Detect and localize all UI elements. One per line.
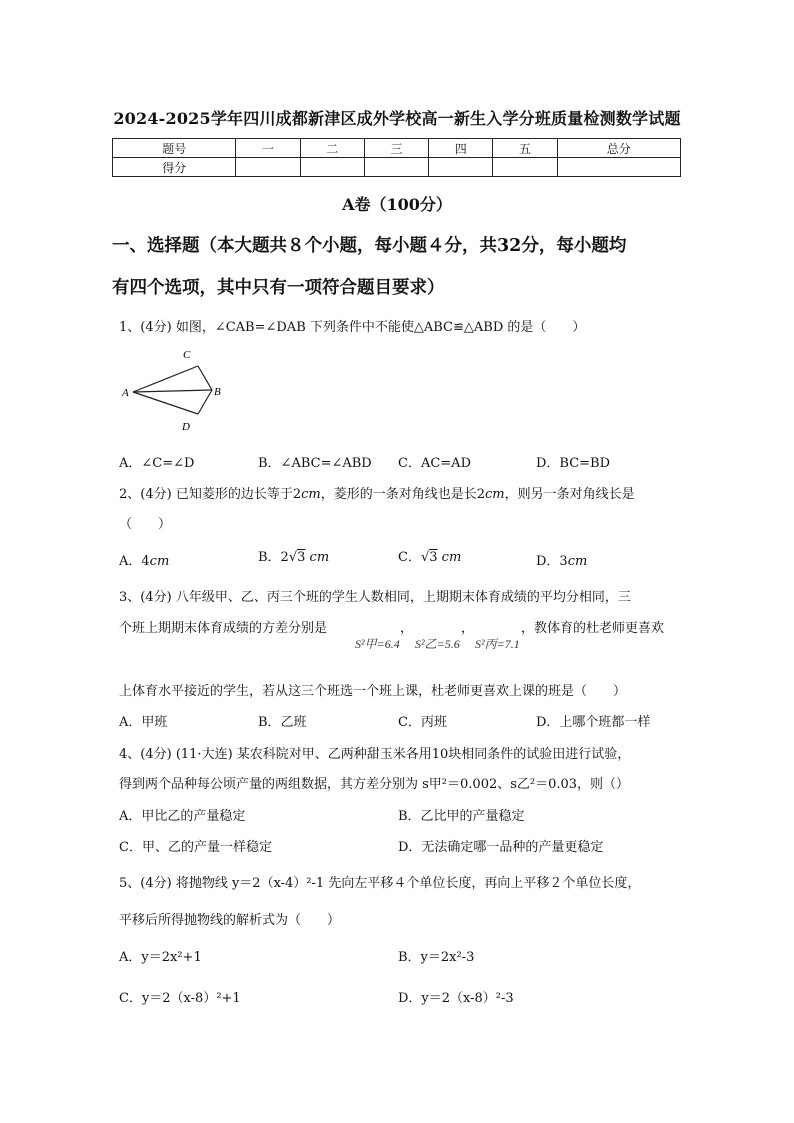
q4-option-d: D．无法确定哪一品种的产量更稳定 (398, 840, 604, 855)
q2-option-b-text: B．2 (258, 550, 289, 565)
q2-line1-c: ，则另一条对角线长是 (504, 487, 635, 502)
section1-heading-line2: 有四个选项，其中只有一项符合题目要求） (112, 278, 445, 298)
q2-option-b-radicand: 3 (297, 550, 306, 565)
sqrt-icon: √ (288, 550, 298, 565)
q2-option-b-unit: cm (309, 550, 330, 565)
point-b-label: B (214, 386, 221, 398)
q3-line2-b: ，教体育的杜老师更喜欢 (521, 621, 665, 636)
score-table (112, 138, 681, 177)
score-cell (493, 158, 557, 177)
score-cell (557, 158, 680, 177)
score-header-cell: 二 (300, 139, 364, 158)
q3-option-d: D．上哪个班都一样 (536, 715, 651, 730)
q5-option-a: A．y＝2x²+1 (119, 950, 202, 965)
q3-option-b: B．乙班 (258, 715, 307, 730)
q2-line1-b: ，菱形的一条对角线也是长2 (320, 487, 485, 502)
q2-option-c-unit: cm (441, 550, 462, 565)
q3-formula-jia: S²甲=6.4 (355, 637, 400, 651)
score-cell (429, 158, 493, 177)
q1-option-b: B．∠ABC=∠ABD (258, 456, 372, 471)
q3-formula-yi: S²乙=5.6 (415, 637, 460, 651)
point-c-label: C (183, 349, 191, 361)
point-d-label: D (182, 421, 190, 433)
edge-ac (133, 366, 198, 392)
score-header-cell: 五 (493, 139, 557, 158)
q2-option-d-unit: cm (567, 554, 588, 569)
q2-option-c-radicand: 3 (429, 550, 438, 565)
q1-option-a: A．∠C=∠D (119, 456, 195, 471)
score-cell (300, 158, 364, 177)
q4-line2: 得到两个品种每公顷产量的两组数据，其方差分别为 s甲²＝0.002、s乙²＝0.03，则（） (119, 777, 630, 792)
score-header-cell: 三 (364, 139, 428, 158)
q5-line2: 平移后所得抛物线的解析式为（ ） (119, 913, 341, 928)
q1-option-c: C．AC=AD (398, 456, 471, 471)
q2-unit-2: cm (484, 487, 505, 502)
q1-triangle-figure (118, 344, 230, 434)
edge-ad (133, 392, 198, 414)
q2-unit-1: cm (301, 487, 321, 502)
section-a-heading: A卷（100分） (342, 195, 452, 214)
sqrt-icon: √ (420, 550, 430, 565)
score-header-cell: 四 (429, 139, 493, 158)
edge-ab (133, 390, 212, 392)
q3-option-c: C．丙班 (398, 715, 447, 730)
q1-text: 1、(4分) 如图，∠CAB=∠DAB 下列条件中不能使△ABC≌△ABD 的是（ ） (119, 320, 586, 335)
q1-option-d: D．BC=BD (536, 456, 611, 471)
q2-option-d-text: D．3 (536, 554, 568, 569)
exam-title: 2024-2025学年四川成都新津区成外学校高一新生入学分班质量检测数学试题 (113, 109, 681, 128)
q5-option-d: D．y＝2（x-8）²-3 (398, 991, 514, 1006)
q3-line1: 3、(4分) 八年级甲、乙、丙三个班的学生人数相同，上期期末体育成绩的平均分相同，三 (119, 590, 631, 605)
q4-option-a: A．甲比乙的产量稳定 (119, 809, 246, 824)
q4-line1: 4、(4分) (11·大连) 某农科院对甲、乙两种甜玉米各用10块相同条件的试验田进行试验， (119, 747, 631, 762)
q3-sep-2: ， (461, 621, 475, 636)
score-table-header-row (113, 139, 681, 158)
score-header-cell: 一 (236, 139, 300, 158)
q2-option-a-text: A．4 (119, 554, 150, 569)
q2-option-c-text: C． (398, 550, 421, 565)
score-table-score-row (113, 158, 681, 177)
q3-line3: 上体育水平接近的学生，若从这三个班选一个班上课，杜老师更喜欢上课的班是（ ） (119, 684, 627, 699)
q3-option-a: A．甲班 (119, 715, 168, 730)
q2-line1-a: 2、(4分) 已知菱形的边长等于2 (119, 487, 302, 502)
q3-formula-bing: S²丙=7.1 (475, 637, 520, 651)
q4-option-c: C．甲、乙的产量一样稳定 (119, 840, 272, 855)
section1-heading-line1: 一、选择题（本大题共８个小题，每小题４分，共32分，每小题均 (112, 236, 627, 256)
score-cell (364, 158, 428, 177)
q5-option-c: C．y＝2（x-8）²+1 (119, 991, 241, 1006)
q5-option-b: B．y＝2x²-3 (398, 950, 475, 965)
edge-cb (198, 366, 212, 390)
q2-option-b (258, 546, 329, 565)
score-row-label: 得分 (113, 158, 236, 177)
score-header-cell: 总分 (557, 139, 680, 158)
edge-db (198, 390, 212, 414)
q2-line2: （ ） (119, 517, 172, 532)
score-header-cell: 题号 (113, 139, 236, 158)
q2-option-a-unit: cm (149, 554, 170, 569)
q2-line1 (119, 483, 635, 502)
point-a-label: A (122, 387, 129, 399)
q2-option-a (119, 550, 169, 569)
q2-option-c (398, 546, 461, 565)
q3-line2-a: 个班上期期末体育成绩的方差分别是 (119, 621, 328, 636)
q5-line1: 5、(4分) 将抛物线 y＝2（x-4）²-1 先向左平移４个单位长度，再向上平移２个单位长度， (119, 876, 641, 891)
q2-option-d (536, 550, 587, 569)
q3-sep-1: ， (400, 621, 414, 636)
score-cell (236, 158, 300, 177)
q4-option-b: B．乙比甲的产量稳定 (398, 809, 525, 824)
